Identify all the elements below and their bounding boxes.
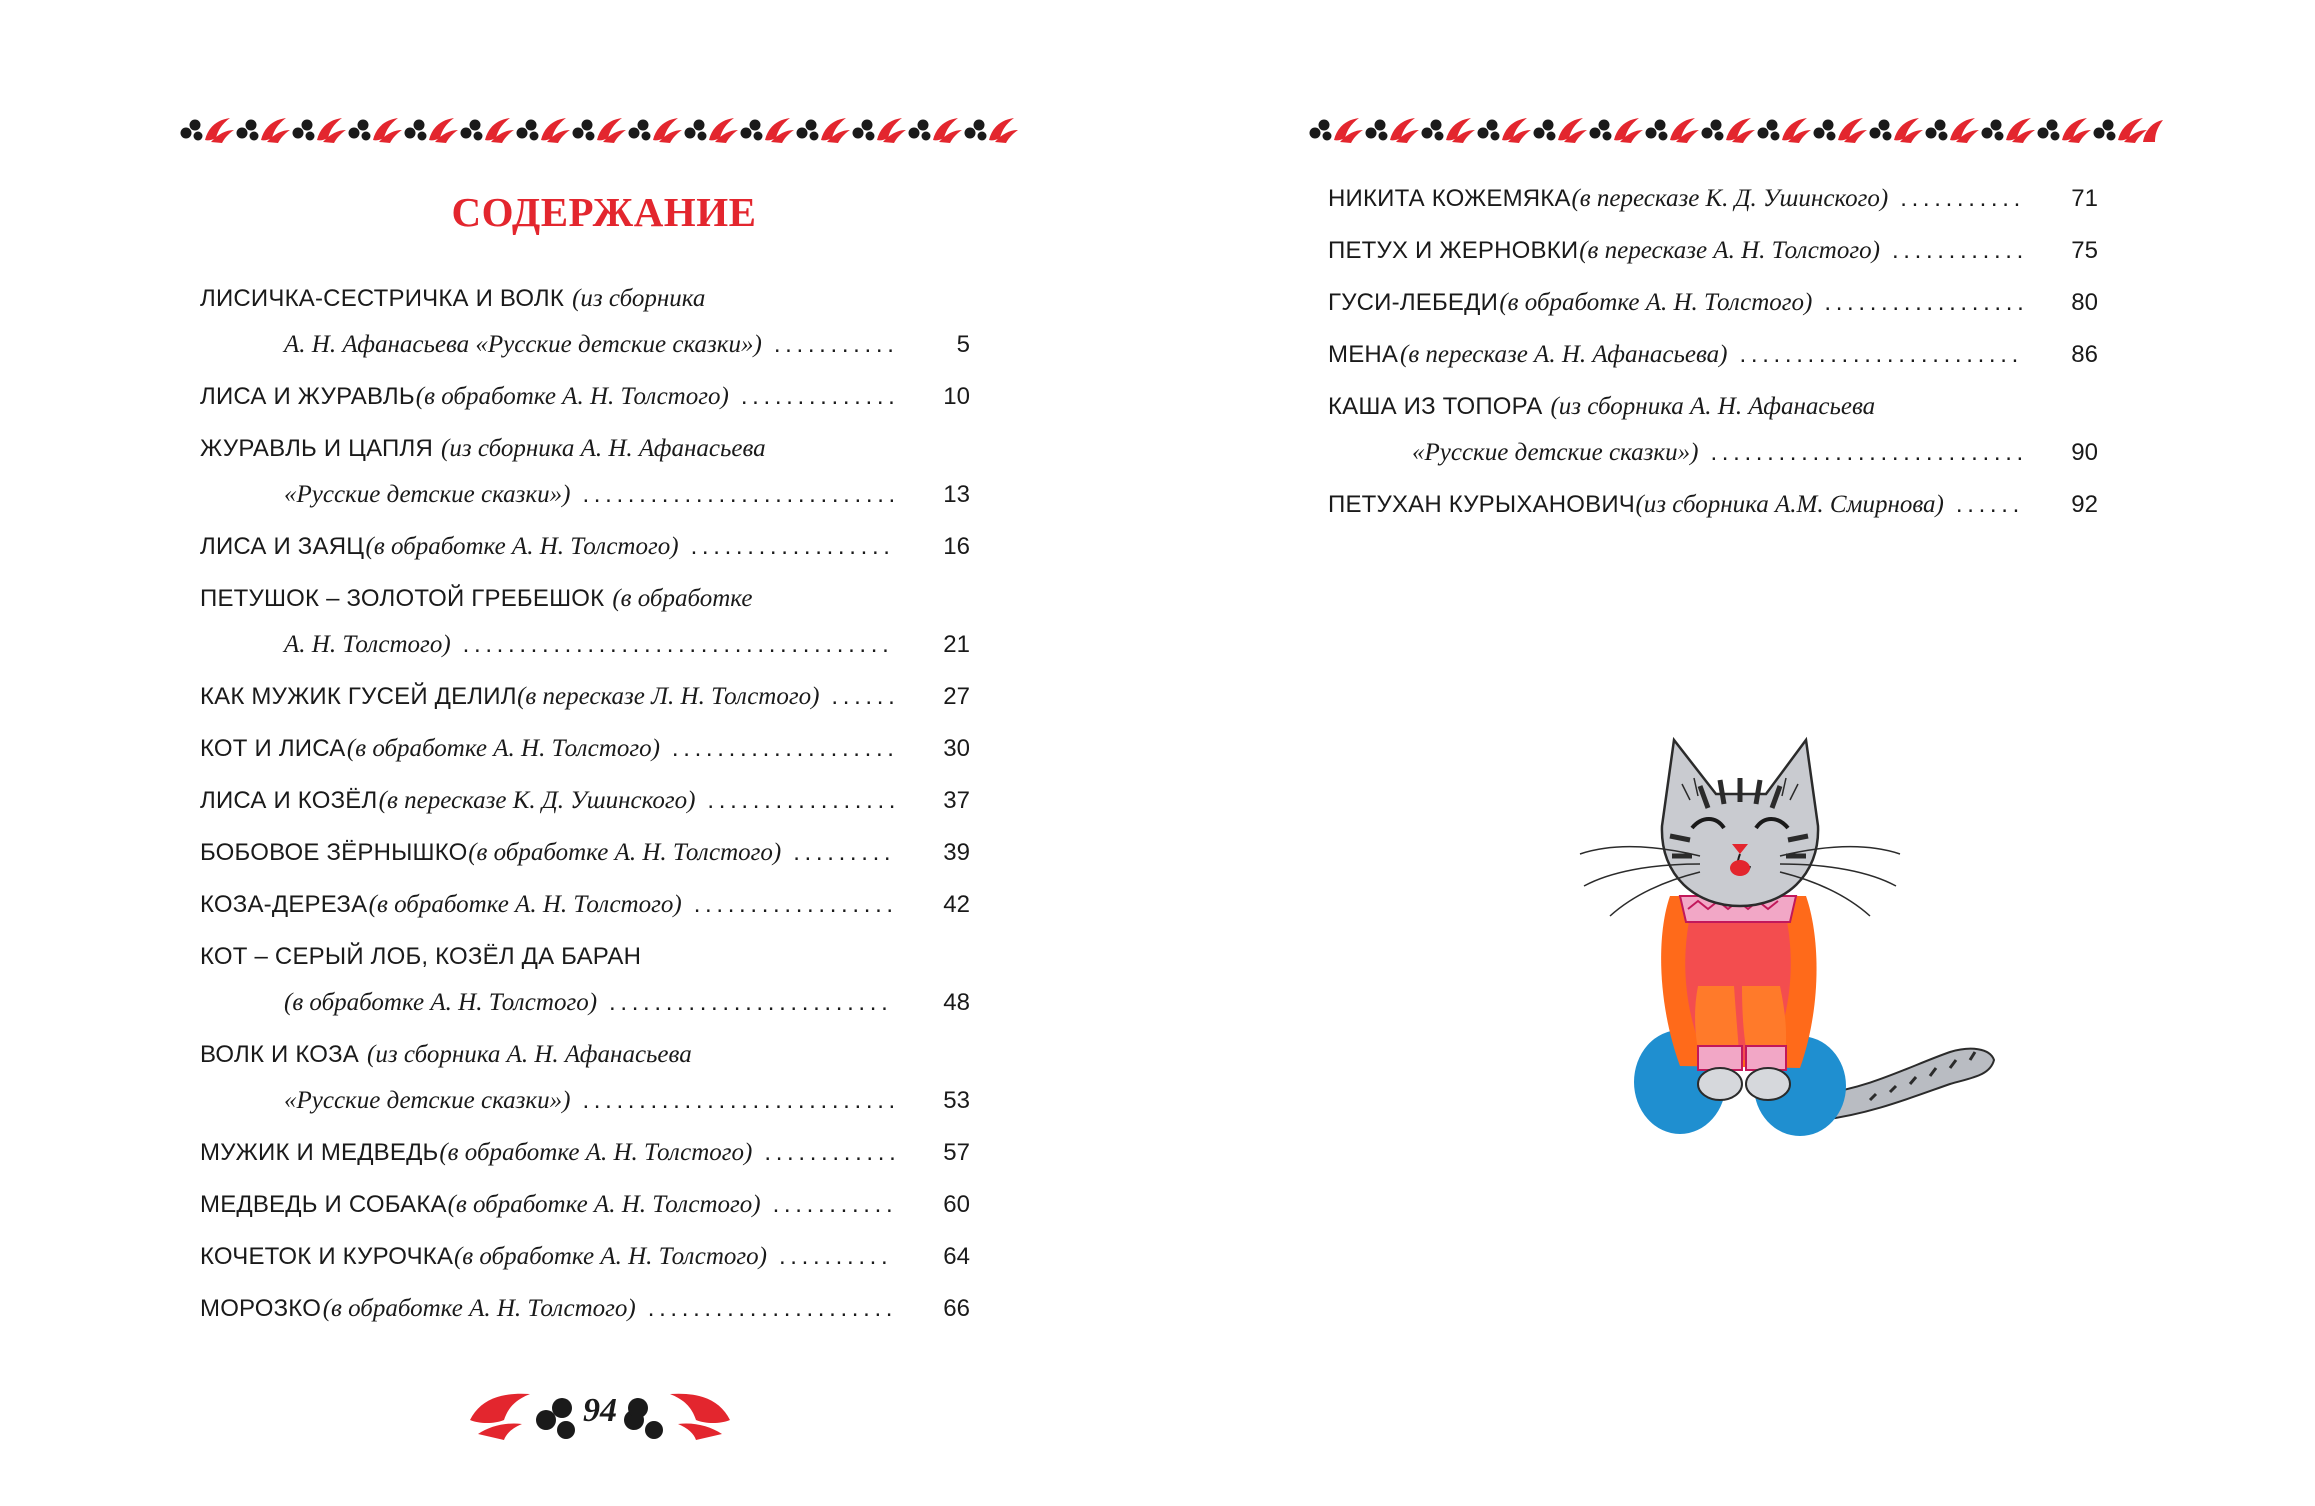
toc-entry-title: КОЧЕТОК И КУРОЧКА	[200, 1243, 454, 1270]
dot-leader	[1740, 342, 2022, 368]
toc-entry-note: (в обработке А. Н. Толстого)	[368, 891, 682, 918]
toc-entry-title: МЕНА	[1328, 341, 1399, 368]
toc-entry-page: 80	[2071, 289, 2098, 316]
toc-entry-page: 16	[943, 533, 970, 560]
toc-entry[interactable]	[200, 586, 970, 658]
toc-entry[interactable]	[200, 384, 970, 410]
toc-entry-note: (в обработке А. Н. Толстого)	[365, 533, 679, 560]
toc-entry-page: 66	[943, 1295, 970, 1322]
toc-entry-page: 30	[943, 735, 970, 762]
folk-ornament-border-icon	[1307, 112, 2165, 148]
toc-entry[interactable]	[200, 1042, 970, 1114]
toc-entry-note: (в обработке А. Н. Толстого)	[447, 1191, 761, 1218]
toc-entry-title: ЛИСА И КОЗЁЛ	[200, 787, 378, 814]
toc-entry[interactable]	[200, 684, 970, 710]
toc-entry-title: ПЕТУХАН КУРЫХАНОВИЧ	[1328, 491, 1635, 518]
toc-entry[interactable]	[1328, 186, 2098, 212]
toc-entry-note: (в обработке А. Н. Толстого)	[346, 735, 660, 762]
toc-entry[interactable]	[200, 1244, 970, 1270]
toc-entry-page: 10	[943, 383, 970, 410]
toc-entry-note: (в пересказе К. Д. Ушинского)	[378, 787, 696, 814]
toc-entry-page: 53	[943, 1087, 970, 1114]
toc-entry[interactable]	[1328, 238, 2098, 264]
dot-leader	[1892, 238, 2022, 264]
toc-entry-page: 92	[2071, 491, 2098, 518]
dot-leader	[648, 1296, 894, 1322]
toc-entry-note: (в обработке А. Н. Толстого)	[439, 1139, 753, 1166]
toc-entry-page: 39	[943, 839, 970, 866]
toc-entry[interactable]	[1328, 394, 2098, 466]
toc-entry[interactable]	[1328, 290, 2098, 316]
dot-leader	[1710, 440, 2022, 466]
dot-leader	[1956, 492, 2022, 518]
toc-entry-page: 64	[943, 1243, 970, 1270]
toc-entry-page: 48	[943, 989, 970, 1016]
toc-entry-title: БОБОВОЕ ЗЁРНЫШКО	[200, 839, 468, 866]
toc-entry[interactable]	[200, 944, 970, 1016]
dot-leader	[691, 534, 894, 560]
toc-entry[interactable]	[200, 788, 970, 814]
left-page	[0, 0, 1157, 1506]
toc-entry[interactable]	[200, 436, 970, 508]
dot-leader	[741, 384, 894, 410]
toc-entry-page: 90	[2071, 439, 2098, 466]
dot-leader	[694, 892, 894, 918]
folk-ornament-border-icon	[178, 112, 1030, 148]
page-title: СОДЕРЖАНИЕ	[451, 189, 757, 235]
toc-entry[interactable]	[1328, 342, 2098, 368]
dot-leader	[463, 632, 894, 658]
toc-entry-note: (из сборника А. Н. Афанасьева	[367, 1041, 692, 1068]
toc-entry-note: (из сборника А.М. Смирнова)	[1635, 491, 1944, 518]
toc-entry[interactable]	[200, 736, 970, 762]
toc-entry-note: (из сборника А. Н. Афанасьева	[441, 435, 766, 462]
toc-entry-note: (в обработке	[612, 585, 753, 612]
toc-entry-title: МУЖИК И МЕДВЕДЬ	[200, 1139, 439, 1166]
toc-entry[interactable]	[200, 534, 970, 560]
toc-entry-page: 21	[943, 631, 970, 658]
toc-entry-note-cont: «Русские детские сказки»)	[284, 481, 571, 508]
toc-entry[interactable]	[200, 840, 970, 866]
toc-entry-page: 75	[2071, 237, 2098, 264]
toc-entry-title: ЛИСА И ЗАЯЦ	[200, 533, 365, 560]
toc-entry-title: ЛИСА И ЖУРАВЛЬ	[200, 383, 415, 410]
toc-entry-note: (из сборника	[572, 285, 706, 312]
toc-entry-page: 71	[2071, 185, 2098, 212]
dot-leader	[793, 840, 894, 866]
toc-entry-page: 86	[2071, 341, 2098, 368]
toc-entry-note-cont: «Русские детские сказки»)	[284, 1087, 571, 1114]
toc-entry-note-cont: А. Н. Толстого)	[284, 631, 451, 658]
dot-leader	[779, 1244, 894, 1270]
toc-entry[interactable]	[200, 1140, 970, 1166]
toc-entry-page: 57	[943, 1139, 970, 1166]
toc-entry-title: ПЕТУХ И ЖЕРНОВКИ	[1328, 237, 1579, 264]
toc-entry[interactable]	[1328, 492, 2098, 518]
toc-entry-note: (в обработке А. Н. Толстого)	[415, 383, 729, 410]
toc-entry-title: МОРОЗКО	[200, 1295, 322, 1322]
page-number: 94	[583, 1392, 617, 1429]
toc-entry-title: КАША ИЗ ТОПОРА	[1328, 393, 1543, 420]
dot-leader	[764, 1140, 894, 1166]
toc-entry-note: (из сборника А. Н. Афанасьева	[1550, 393, 1876, 420]
page-number-ornament	[460, 1380, 740, 1450]
toc-entry-title: НИКИТА КОЖЕМЯКА	[1328, 185, 1571, 212]
toc-entry-page: 60	[943, 1191, 970, 1218]
dot-leader	[831, 684, 894, 710]
toc-entry-note: (в обработке А. Н. Толстого)	[322, 1295, 636, 1322]
toc-entry-note: (в пересказе А. Н. Толстого)	[1579, 237, 1880, 264]
dot-leader	[609, 990, 894, 1016]
toc-entry-note: (в пересказе А. Н. Афанасьева)	[1400, 341, 1728, 368]
toc-entry[interactable]	[200, 892, 970, 918]
toc-entry-title: КОТ И ЛИСА	[200, 735, 346, 762]
toc-entry-note-cont: (в обработке А. Н. Толстого)	[284, 989, 598, 1016]
toc-entry-note: (в пересказе Л. Н. Толстого)	[517, 683, 820, 710]
toc-list-left	[200, 286, 970, 1322]
toc-entry-page: 13	[943, 481, 970, 508]
dot-leader	[1824, 290, 2022, 316]
toc-entry-note: (в обработке А. Н. Толстого)	[1499, 289, 1813, 316]
toc-entry-title: КОЗА-ДЕРЕЗА	[200, 891, 368, 918]
toc-entry-note-cont: «Русские детские сказки»)	[1412, 439, 1699, 466]
toc-entry-page: 42	[943, 891, 970, 918]
dot-leader	[1900, 186, 2022, 212]
toc-entry-title: ПЕТУШОК – ЗОЛОТОЙ ГРЕБЕШОК	[200, 585, 605, 612]
toc-entry-title: ЖУРАВЛЬ И ЦАПЛЯ	[200, 435, 433, 462]
toc-entry-title: ВОЛК И КОЗА	[200, 1041, 360, 1068]
toc-entry[interactable]	[200, 1296, 970, 1322]
toc-list-right	[1328, 186, 2098, 518]
dot-leader	[672, 736, 894, 762]
toc-entry[interactable]	[200, 1192, 970, 1218]
dot-leader	[582, 1088, 894, 1114]
toc-entry-title: ЛИСИЧКА-СЕСТРИЧКА И ВОЛК	[200, 285, 565, 312]
dot-leader	[774, 332, 894, 358]
ornament-border-left	[178, 112, 1030, 148]
toc-entry-title: КОТ – СЕРЫЙ ЛОБ, КОЗЁЛ ДА БАРАН	[200, 943, 642, 970]
toc-entry[interactable]	[200, 286, 970, 358]
dot-leader	[707, 788, 894, 814]
dot-leader	[582, 482, 894, 508]
cat-illustration	[1570, 716, 2000, 1156]
toc-entry-title: ГУСИ-ЛЕБЕДИ	[1328, 289, 1499, 316]
toc-entry-note: (в пересказе К. Д. Ушинского)	[1571, 185, 1889, 212]
toc-entry-note-cont: А. Н. Афанасьева «Русские детские сказки»)	[284, 331, 762, 358]
toc-entry-note: (в обработке А. Н. Толстого)	[468, 839, 782, 866]
toc-entry-page: 27	[943, 683, 970, 710]
toc-entry-title: КАК МУЖИК ГУСЕЙ ДЕЛИЛ	[200, 683, 517, 710]
toc-entry-page: 37	[943, 787, 970, 814]
toc-entry-title: МЕДВЕДЬ И СОБАКА	[200, 1191, 447, 1218]
ornament-border-right	[1307, 112, 2165, 148]
toc-entry-page: 5	[956, 331, 970, 358]
toc-entry-note: (в обработке А. Н. Толстого)	[453, 1243, 767, 1270]
dot-leader	[773, 1192, 894, 1218]
